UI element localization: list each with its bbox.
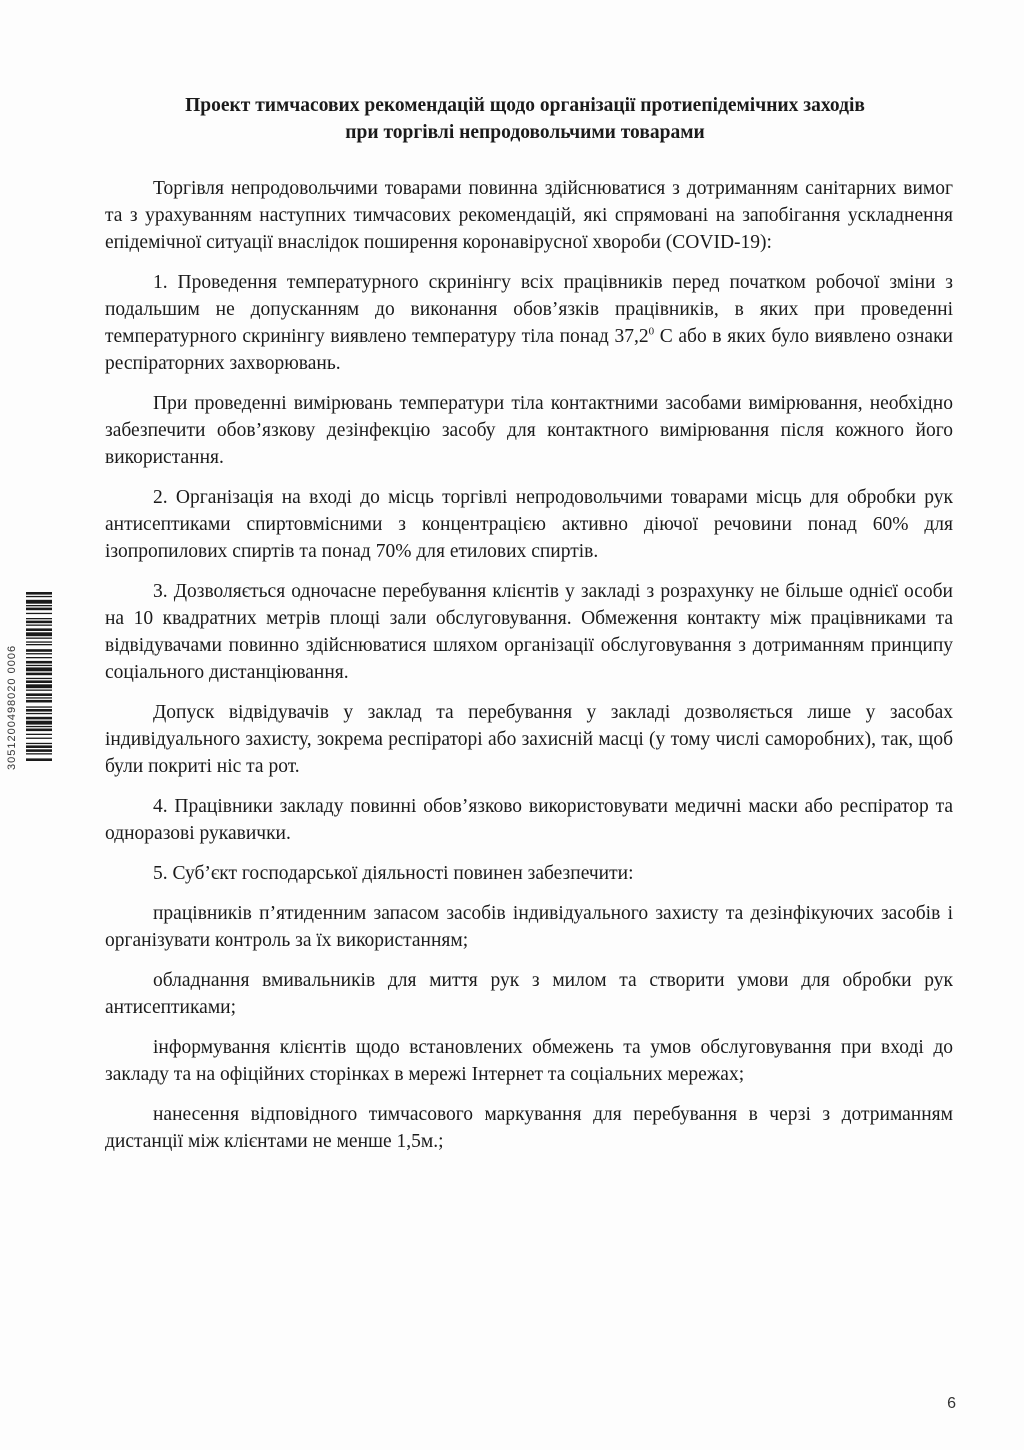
- item-1-text: 1. Проведення температурного скринінгу всіх працівників перед початком робочої зміни з подальшим не допусканням до виконання обов’язків працівників, в яких при проведенні температурного скринінгу виявлено температуру тіла понад 37,2: [105, 272, 953, 347]
- item-5-sub-3-paragraph: інформування клієнтів щодо встановлених обмежень та умов обслуговування при вході до закладу та на офіційних сторінках в мережі Інтернет та соціальних мережах;: [105, 1037, 953, 1085]
- item-5-sub-1-paragraph: працівників п’ятиденним запасом засобів індивідуального захисту та дезінфікуючих засобів і організувати контроль за їх використанням;: [105, 903, 953, 951]
- degree-superscript: 0: [648, 325, 655, 338]
- item-1-text-end: С або в яких було виявлено ознаки респіраторних захворювань.: [105, 326, 953, 374]
- barcode-icon: [26, 592, 52, 822]
- document-body: [105, 175, 953, 1168]
- item-4-paragraph: 4. Працівники закладу повинні обов’язково використовувати медичні маски або респіратор та одноразові рукавички.: [105, 796, 953, 844]
- intro-paragraph: Торгівля непродовольчими товарами повинна здійснюватися з дотриманням санітарних вимог та з урахуванням наступних тимчасових рекомендацій, які спрямовані на запобігання ускладнення епідемічної ситуації внаслідок поширення коронавірусної хвороби (COVID-19):: [105, 178, 953, 253]
- document-title: [80, 92, 970, 146]
- item-5-sub-2-paragraph: обладнання вмивальників для миття рук з милом та створити умови для обробки рук антисептиками;: [105, 970, 953, 1018]
- barcode-number: 3051200498020 0006: [6, 644, 18, 770]
- title-line-2: при торгівлі непродовольчими товарами: [345, 122, 705, 143]
- item-5-paragraph: 5. Суб’єкт господарської діяльності повинен забезпечити:: [153, 863, 634, 884]
- item-1-paragraph: [105, 269, 953, 377]
- page-number: 6: [947, 1395, 956, 1412]
- title-line-1: Проект тимчасових рекомендацій щодо організації протиепідемічних заходів: [185, 95, 865, 116]
- item-3-paragraph: 3. Дозволяється одночасне перебування клієнтів у закладі з розрахунку не більше однієї особи на 10 квадратних метрів площі зали обслуговування. Обмеження контакту між працівниками та відвідувачами повинно здійснюватися шляхом організації обслуговування з дотриманням принципу соціального дистанціювання.: [105, 581, 953, 683]
- item-3-note-paragraph: Допуск відвідувачів у заклад та перебування у закладі дозволяється лише у засобах індивідуального захисту, зокрема респіраторі або захисній масці (у тому числі саморобних), так, щоб були покриті ніс та рот.: [105, 702, 953, 777]
- item-5-sub-4-paragraph: нанесення відповідного тимчасового маркування для перебування в черзі з дотриманням дистанції між клієнтами не менше 1,5м.;: [105, 1104, 953, 1152]
- item-1-note-paragraph: При проведенні вимірювань температури тіла контактними засобами вимірювання, необхідно забезпечити обов’язкову дезінфекцію засобу для контактного вимірювання після кожного його використання.: [105, 393, 953, 468]
- item-2-paragraph: 2. Організація на вході до місць торгівлі непродовольчими товарами місць для обробки рук антисептиками спиртовмісними з концентрацією активно діючої речовини понад 60% для ізопропилових спиртів та понад 70% для етилових спиртів.: [105, 487, 953, 562]
